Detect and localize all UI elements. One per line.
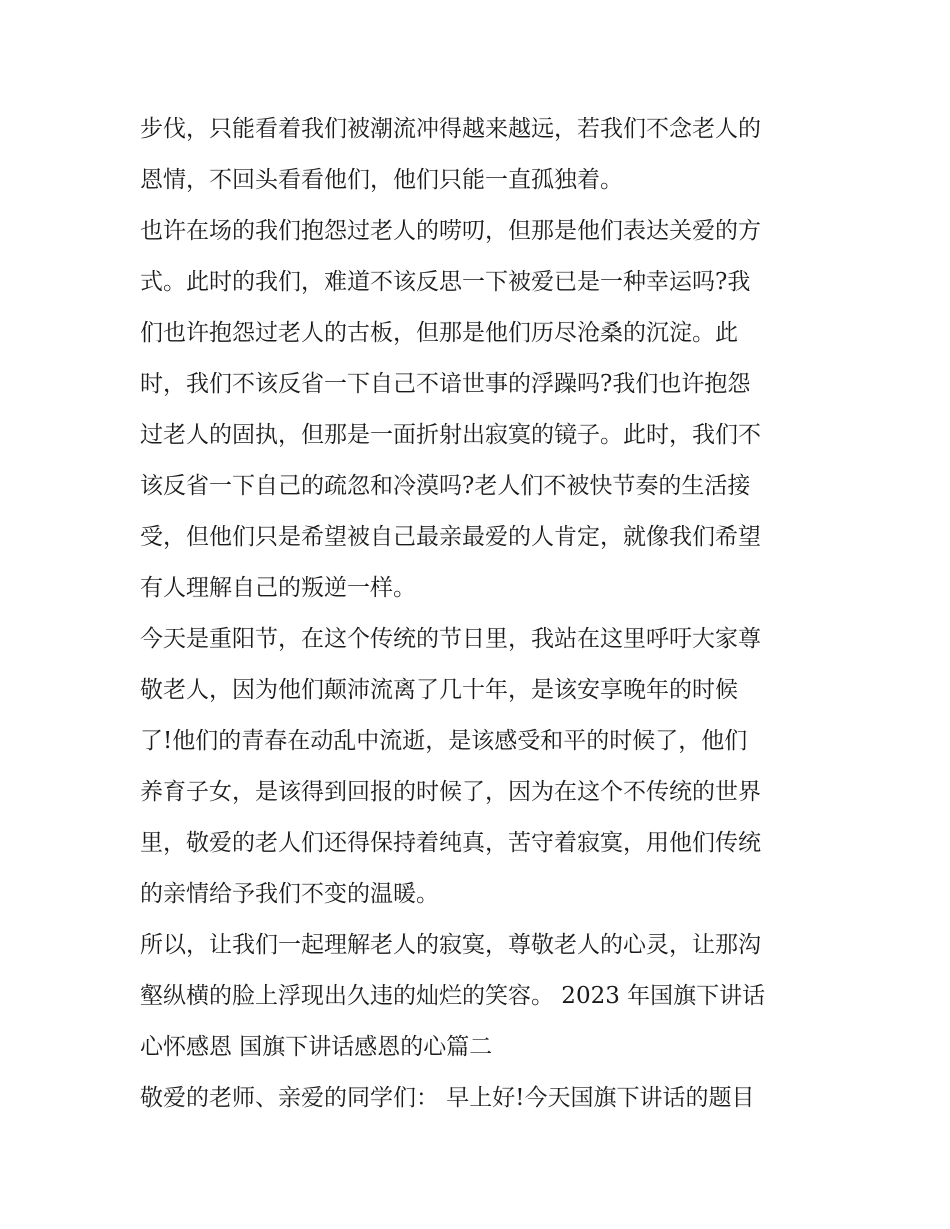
text-line: 所以，让我们一起理解老人的寂寞，尊敬老人的心灵，让那沟 [140, 932, 761, 958]
text-line: 过老人的固执，但那是一面折射出寂寞的镜子。此时，我们不 [140, 422, 761, 448]
text-line: 时，我们不该反省一下自己不谙世事的浮躁吗?我们也许抱怨 [140, 371, 751, 397]
text-line: 的亲情给予我们不变的温暖。 [140, 881, 439, 907]
text-line: 们也许抱怨过老人的古板，但那是他们历尽沧桑的沉淀。此 [140, 320, 738, 346]
text-line: 式。此时的我们，难道不该反思一下被爱已是一种幸运吗?我 [140, 269, 751, 295]
text-line: 该反省一下自己的疏忽和冷漠吗?老人们不被快节奏的生活接 [140, 473, 751, 499]
text-line: 恩情，不回头看看他们，他们只能一直孤独着。 [140, 167, 623, 193]
text-line: 受，但他们只是希望被自己最亲最爱的人肯定，就像我们希望 [140, 524, 761, 550]
text-line: 养育子女，是该得到回报的时候了，因为在这个不传统的世界 [140, 779, 761, 805]
text-line: 壑纵横的脸上浮现出久违的灿烂的笑容。 2023 年国旗下讲话 [140, 983, 766, 1009]
body-text [140, 104, 820, 1124]
text-line: 里，敬爱的老人们还得保持着纯真，苦守着寂寞，用他们传统 [140, 830, 761, 856]
text-line: 敬老人，因为他们颠沛流离了几十年，是该安享晚年的时候 [140, 677, 738, 703]
text-line: 步伐，只能看着我们被潮流冲得越来越远，若我们不念老人的 [140, 116, 761, 142]
text-line: 有人理解自己的叛逆一样。 [140, 575, 416, 601]
text-line: 心怀感恩 国旗下讲话感恩的心篇二 [140, 1034, 493, 1060]
text-line: 也许在场的我们抱怨过老人的唠叨，但那是他们表达关爱的方 [140, 218, 761, 244]
text-line: 了!他们的青春在动乱中流逝，是该感受和平的时候了，他们 [140, 728, 748, 754]
text-line: 今天是重阳节，在这个传统的节日里，我站在这里呼吁大家尊 [140, 626, 761, 652]
text-line: 敬爱的老师、亲爱的同学们： 早上好!今天国旗下讲话的题目 [140, 1085, 755, 1111]
